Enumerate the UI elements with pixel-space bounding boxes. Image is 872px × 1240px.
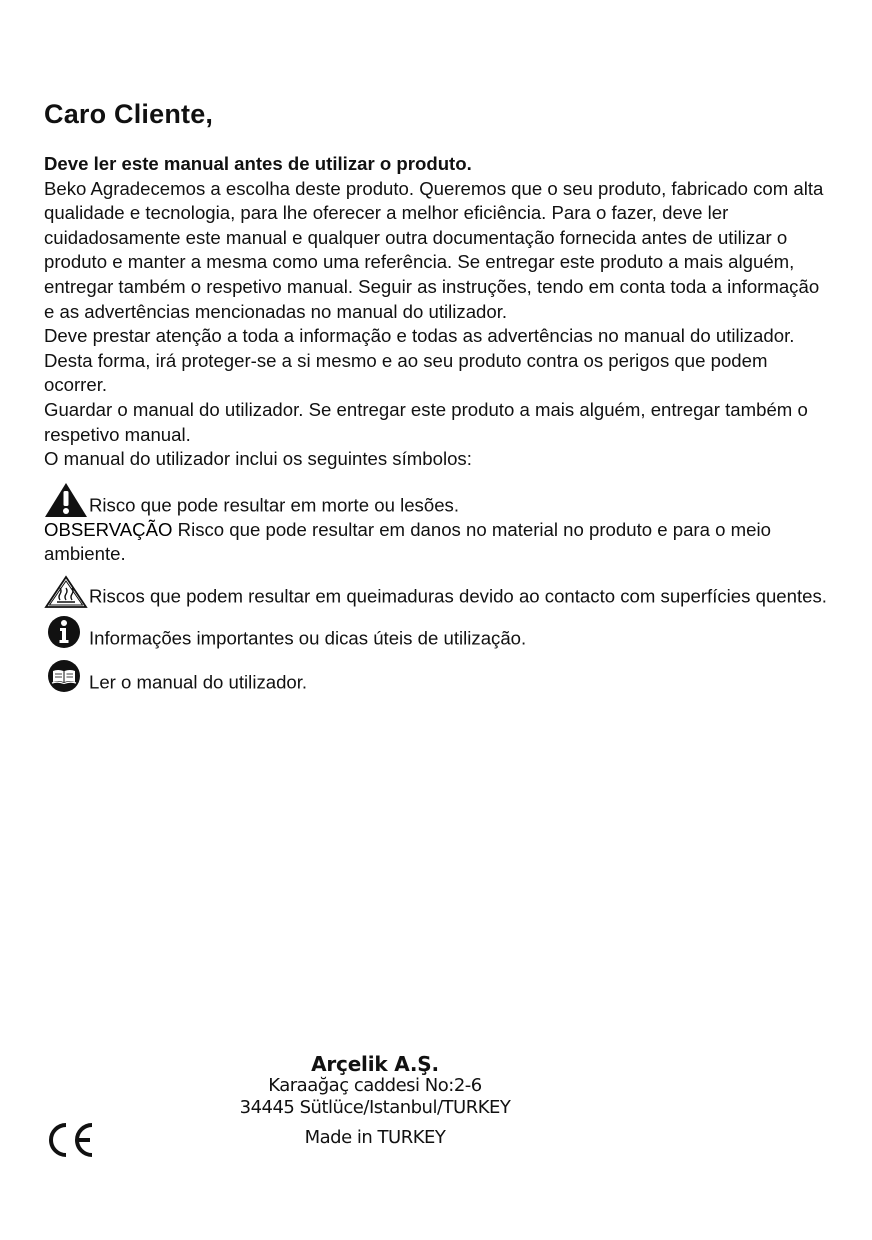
- symbol-warning-text: Risco que pode resultar em morte ou lesões.: [89, 494, 459, 516]
- symbol-note-text: Risco que pode resultar em danos no material no produto e para o meio ambiente.: [44, 518, 771, 565]
- lead-sentence: Deve ler este manual antes de utilizar o produto.: [44, 153, 472, 174]
- keep-manual-paragraph: Guardar o manual do utilizador. Se entregar este produto a mais alguém, entregar também o respetivo manual.: [44, 398, 808, 445]
- symbol-warning-row: [44, 482, 834, 518]
- ce-mark-icon: [44, 1122, 96, 1163]
- address-street: Karaağaç caddesi No:2-6: [268, 1075, 482, 1096]
- symbol-read-text: Ler o manual do utilizador.: [89, 671, 308, 693]
- warning-triangle-icon: [44, 482, 88, 518]
- intro-paragraph: Beko Agradecemos a escolha deste produto. Queremos que o seu produto, fabricado com alta qualidade e tecnologia, para lhe oferecer a melhor eficiência. Para o fazer, deve ler cuidadosamente este manual e qualquer outra documentação fornecida antes de utilizar o produto e manter a mesma como uma referência. Se entregar este produto a mais alguém, entregar também o respetivo manual. Seguir as instruções, tendo em conta toda a informação e as advertências mencionadas no manual do utilizador.: [44, 177, 824, 322]
- book-icon: [44, 659, 88, 695]
- manual-intro: [44, 152, 834, 695]
- note-label: OBSERVAÇÃO: [44, 518, 173, 540]
- greeting-heading: Caro Cliente,: [44, 99, 214, 129]
- symbol-note-row: [44, 518, 834, 567]
- symbols-intro: O manual do utilizador inclui os seguintes símbolos:: [44, 448, 472, 470]
- info-icon: [44, 615, 88, 651]
- symbol-info-row: [44, 615, 834, 651]
- symbol-hot-row: [44, 575, 834, 609]
- symbol-hot-text: Riscos que podem resultar em queimaduras devido ao contacto com superfícies quentes.: [89, 585, 827, 607]
- attention-paragraph: Deve prestar atenção a toda a informação e todas as advertências no manual do utilizador. Desta forma, irá proteger-se a si mesmo e ao seu produto contra os perigos que podem ocorrer.: [44, 325, 795, 396]
- company-name: Arçelik A.Ş.: [311, 1052, 439, 1076]
- address-city: 34445 Sütlüce/Istanbul/TURKEY: [239, 1097, 511, 1118]
- symbol-info-text: Informações importantes ou dicas úteis de utilização.: [89, 627, 527, 649]
- symbol-read-row: [44, 659, 834, 695]
- hot-surface-icon: [44, 575, 88, 609]
- made-in: Made in TURKEY: [304, 1127, 446, 1148]
- manufacturer-address: [200, 1053, 550, 1149]
